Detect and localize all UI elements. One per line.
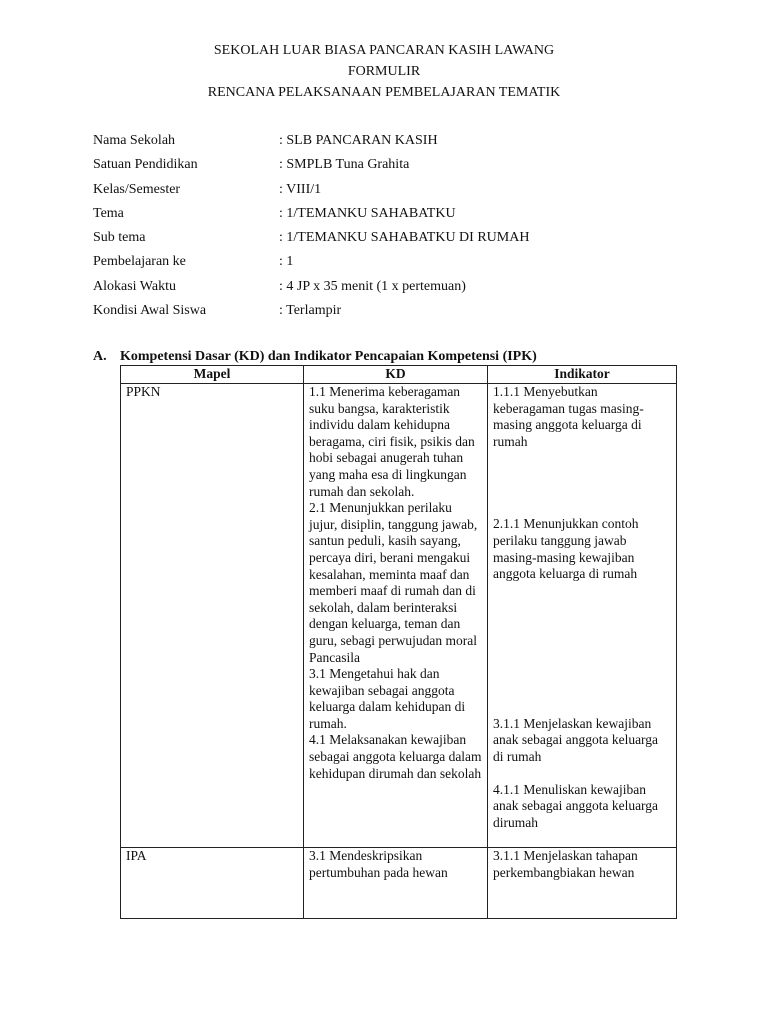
info-value: : SMPLB Tuna Grahita xyxy=(279,157,410,173)
kd-item: 4.1 Melaksanakan kewajiban sebagai anggota keluarga dalam kehidupan dirumah dan sekolah xyxy=(309,732,482,781)
indikator-item: 3.1.1 Menjelaskan tahapan perkembangbiakan hewan xyxy=(493,848,638,880)
column-header-indikator: Indikator xyxy=(488,366,677,384)
table-header-row xyxy=(121,366,677,384)
indikator-item: 2.1.1 Menunjukkan contoh perilaku tanggung jawab masing-masing kewajiban anggota keluarga di rumah xyxy=(493,516,639,582)
column-header-kd: KD xyxy=(304,366,488,384)
info-value: : Terlampir xyxy=(279,303,342,319)
info-label: Sub tema xyxy=(93,230,146,246)
school-name: SEKOLAH LUAR BIASA PANCARAN KASIH LAWANG xyxy=(213,43,555,58)
info-value: : VIII/1 xyxy=(279,181,322,197)
indikator-item: 1.1.1 Menyebutkan keberagaman tugas masing-masing anggota keluarga di rumah xyxy=(493,384,644,449)
section-title-text: Kompetensi Dasar (KD) dan Indikator Pencapaian Kompetensi (IPK) xyxy=(120,349,537,364)
section-letter: A. xyxy=(93,349,107,364)
kd-cell xyxy=(304,848,488,919)
indikator-cell xyxy=(488,384,677,848)
info-label: Pembelajaran ke xyxy=(93,254,186,270)
info-value: : 4 JP x 35 menit (1 x pertemuan) xyxy=(279,278,466,294)
info-label: Alokasi Waktu xyxy=(93,278,176,294)
column-header-mapel: Mapel xyxy=(121,366,304,384)
indikator-item: 4.1.1 Menuliskan kewajiban anak sebagai anggota keluarga dirumah xyxy=(493,781,659,830)
info-label: Satuan Pendidikan xyxy=(93,157,198,173)
info-label: Nama Sekolah xyxy=(93,133,176,148)
mapel-cell: IPA xyxy=(121,848,304,919)
info-label: Kondisi Awal Siswa xyxy=(93,303,207,319)
kd-cell xyxy=(304,384,488,848)
info-label: Tema xyxy=(93,205,124,221)
table-row xyxy=(121,384,677,848)
form-label: FORMULIR xyxy=(347,64,421,79)
info-value: : 1 xyxy=(279,254,294,270)
document-title: RENCANA PELAKSANAAN PEMBELAJARAN TEMATIK xyxy=(207,85,561,100)
info-label: Kelas/Semester xyxy=(93,181,181,197)
kd-item: 3.1 Mengetahui hak dan kewajiban sebagai anggota keluarga dalam kehidupan di rumah. xyxy=(309,666,466,731)
info-value: : SLB PANCARAN KASIH xyxy=(279,133,438,148)
kd-item: 2.1 Menunjukkan perilaku jujur, disiplin, tanggung jawab, santun peduli, kasih sayang, percaya diri, berani mengakui kesalahan, meminta maaf dan memberi maaf di rumah dan di sekolah, dalam berinteraksi dengan keluarga, teman dan guru, sebagi perwujudan moral Pancasila xyxy=(309,500,478,665)
document-header xyxy=(0,40,768,103)
table-row xyxy=(121,848,677,919)
indikator-item: 3.1.1 Menjelaskan kewajiban anak sebagai anggota keluarga di rumah xyxy=(493,715,659,764)
mapel-cell: PPKN xyxy=(121,384,304,848)
info-value: : 1/TEMANKU SAHABATKU DI RUMAH xyxy=(279,230,530,246)
indikator-cell xyxy=(488,848,677,919)
section-heading xyxy=(93,349,537,365)
kd-table xyxy=(120,365,677,919)
kd-item: 3.1 Mendeskripsikan pertumbuhan pada hewan xyxy=(309,848,448,880)
info-value: : 1/TEMANKU SAHABATKU xyxy=(279,205,456,221)
kd-item: 1.1 Menerima keberagaman suku bangsa, karakteristik individu dalam kehidupna beragama, ciri fisik, psikis dan hobi sebagai anugerah tuhan yang maha esa di lingkungan rumah dan sekolah. xyxy=(309,384,475,499)
